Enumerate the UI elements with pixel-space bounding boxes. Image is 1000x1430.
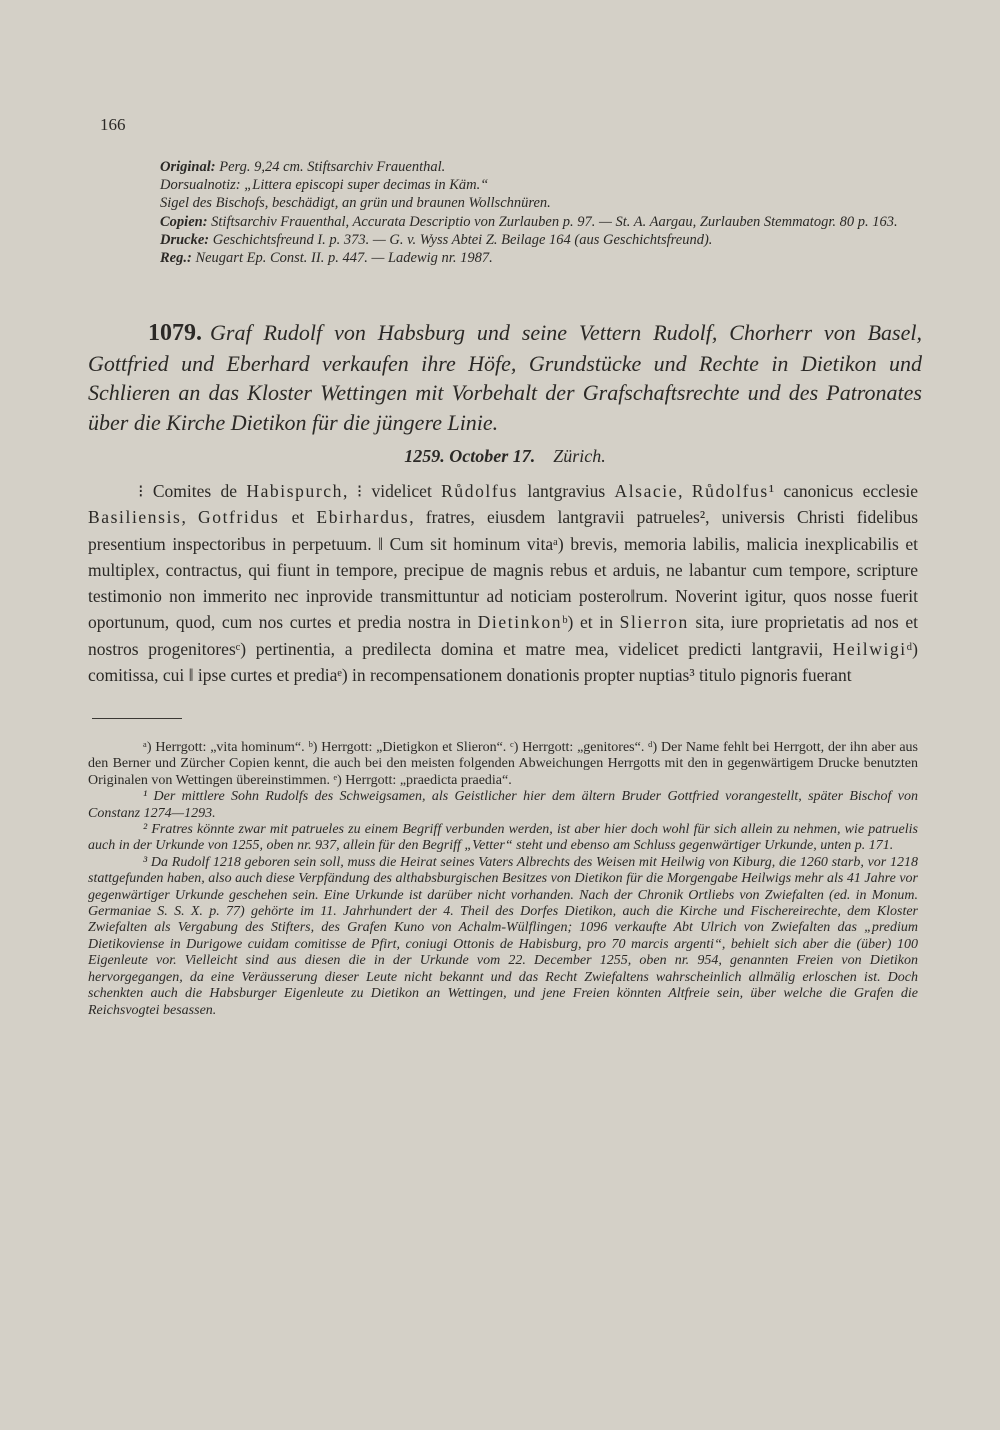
- original-line: [102, 158, 920, 176]
- text-run: ,: [181, 507, 198, 528]
- dorsual-line: [102, 176, 920, 194]
- charter-paragraph: [88, 478, 918, 688]
- footnote-2: ² Fratres könnte zwar mit patrueles zu einem Begriff verbunden werden, ist aber hier doch wohl für sich allein zu nehmen, wie patruelis auch in der Urkunde von 1255, oben nr. 937, allein für den Begriff „Vetter“ steht und ebenso am Schluss gegenwärtiger Urkunde, unten p. 171.: [88, 822, 918, 854]
- original-text: Perg. 9,24 cm. Stiftsarchiv Frauenthal.: [219, 159, 446, 175]
- text-run: ᵇ) et in: [562, 612, 620, 633]
- dateline: [88, 446, 922, 467]
- source-metadata: [102, 158, 920, 267]
- document-heading: [88, 318, 922, 437]
- drucke-label: Drucke:: [160, 231, 210, 248]
- name-ebirhardus: Ebirhardus: [316, 507, 410, 528]
- reg-line: [102, 249, 920, 267]
- sigel-line: Sigel des Bischofs, beschädigt, an grün und braunen Wollschnüren.: [160, 195, 551, 212]
- name-dietinkon: Dietinkon: [477, 612, 563, 633]
- text-run: ⁝ Comites de: [138, 481, 247, 501]
- footnote-3: ³ Da Rudolf 1218 geboren sein soll, muss die Heirat seines Vaters Albrechts des Weisen mit Heilwig von Kiburg, die 1260 starb, vor 1218 stattgefunden haben, also auch diese Verpfändung des althabsburgischen Besitzes von Dietikon für die Morgengabe Heilwigs mehr als 41 Jahre vor gegenwärtiger Urkunde geschehen sein. Eine Urkunde ist darüber nicht vorhanden. Nach der Chronik Ortliebs von Zwiefalten (ed. in Monum. Germaniae S. S. X. p. 77) gehörte im 11. Jahrhundert der 4. Theil des Dorfes Dietikon, auch die Kirche und Fischereirechte, dem Kloster Zwiefalten als Vergabung des Stifters, des Grafen Kuno von Achalm-Wülflingen; 1096 verkaufte Abt Ulrich von Zwiefalten das „predium Dietikoviense in Durigowe cuidam comitisse de Pfirt, coniugi Ottonis de Habisburg, pro 70 marcis argenti“, behielt sich aber die (über) 100 Eigenleute vor. Vielleicht sind aus diesen die in der Urkunde vom 22. December 1255, oben nr. 954, genannten Freien von Dietikon hervorgegangen, da eine Veräusserung dieser Leute nicht bekannt und das Recht Zwiefaltens wahrscheinlich allmälig erloschen ist. Doch schenkten auch die Habsburger Eigenleute zu Dietikon an Wettingen, und jene Freien könnten Altfreie sein, über welche die Grafen die Reichsvogtei besassen.: [88, 854, 918, 1018]
- copien-line: [102, 213, 920, 231]
- drucke-text: Geschichtsfreund I. p. 373. — G. v. Wyss Abtei Z. Beilage 164 (aus Geschichtsfreund).: [212, 231, 713, 248]
- text-run: et: [279, 507, 317, 528]
- text-run: lantgravius: [518, 481, 615, 501]
- original-label: Original:: [160, 159, 216, 175]
- place: Zürich.: [553, 446, 606, 466]
- dorsual-text: „Littera episcopi super decimas in Käm.“: [244, 177, 489, 194]
- text-run: ,: [678, 481, 692, 501]
- text-run: , ⁝ videlicet: [343, 481, 442, 501]
- reg-label: Reg.:: [160, 250, 192, 267]
- text-run: sita, iure proprietatis ad nos et nostros progenitoresᶜ) pertinentia, a predilecta domina et matre mea, videlicet predicti lantgravii,: [88, 612, 918, 659]
- copien-text: Stiftsarchiv Frauenthal, Accurata Descriptio von Zurlauben p. 97. — St. A. Aargau, Zurlauben Stemmatogr. 80 p. 163.: [211, 213, 898, 230]
- text-run: ¹ canonicus ecclesie: [768, 481, 919, 501]
- name-gotfridus: Gotfridus: [197, 507, 280, 528]
- copien-label: Copien:: [160, 213, 208, 230]
- reg-text: Neugart Ep. Const. II. p. 447. — Ladewig nr. 1987.: [195, 250, 493, 267]
- page-number: 166: [100, 115, 126, 134]
- name-heilwigi: Heilwigi: [832, 638, 907, 659]
- footnote-1: ¹ Der mittlere Sohn Rudolfs des Schweigsamen, als Geistlicher hier dem ältern Bruder Gottfried vorangestellt, später Bischof von Constanz 1274—1293.: [88, 789, 918, 821]
- dorsual-label: Dorsualnotiz:: [160, 177, 241, 194]
- date: 1259. October 17.: [404, 446, 536, 466]
- footnote-divider: [92, 718, 182, 719]
- name-rudolfus: Růdolfus: [691, 481, 769, 501]
- text-run: ᵈ) comitissa, cui ‖ ipse curtes et prediaᵉ) in recompensationem donationis propter nuptias³ titulo pignoris fuerant: [88, 638, 918, 686]
- name-habispurch: Habispurch: [246, 481, 344, 501]
- text-run: , fratres, eiusdem lantgravii patrueles², universis Christi fidelibus presentium inspectoribus in perpetuum. ‖ Cum sit hominum vitaᵃ) brevis, memoria labilis, malicia inexplicabilis et multiplex, contractus, qui fiunt in tempore, precipue de magnis rebus et arduis, ne labantur cum tempore, scripture testimonio non immerito nec inprovide transmittuntur ad noticiam postero‖rum. Noverint igitur, quos nosse fuerit oportunum, quod, cum nos curtes et predia nostra in: [88, 507, 919, 633]
- footnotes: [88, 740, 918, 1019]
- footnote-variants: ᵃ) Herrgott: „vita hominum“. ᵇ) Herrgott: „Dietigkon et Slieron“. ᶜ) Herrgott: „genitores“. ᵈ) Der Name fehlt bei Herrgott, der ihn aber aus den Berner und Zürcher Copien kennt, die auch bei den meisten folgenden Abweichungen Herrgotts mit den in gegenwärtigem Drucke benutzten Originalen von Wettingen übereinstimmen. ᵉ) Herrgott: „praedicta praedia“.: [88, 740, 918, 788]
- name-slierron: Slierron: [619, 612, 689, 633]
- document-number: 1079.: [148, 320, 202, 346]
- name-basiliensis: Basiliensis: [88, 507, 182, 528]
- drucke-line: [102, 231, 920, 249]
- name-alsacie: Alsacie: [614, 481, 679, 501]
- charter-text: [88, 478, 918, 688]
- document-title: Graf Rudolf von Habsburg und seine Vettern Rudolf, Chorherr von Basel, Gottfried und Eberhard verkaufen ihre Höfe, Grundstücke und Rechte in Dietikon und Schlieren an das Kloster Wettingen mit Vorbehalt der Grafschaftsrechte und des Patronates über die Kirche Dietikon für die jüngere Linie.: [88, 320, 922, 435]
- name-rudolfus: Růdolfus: [441, 481, 519, 501]
